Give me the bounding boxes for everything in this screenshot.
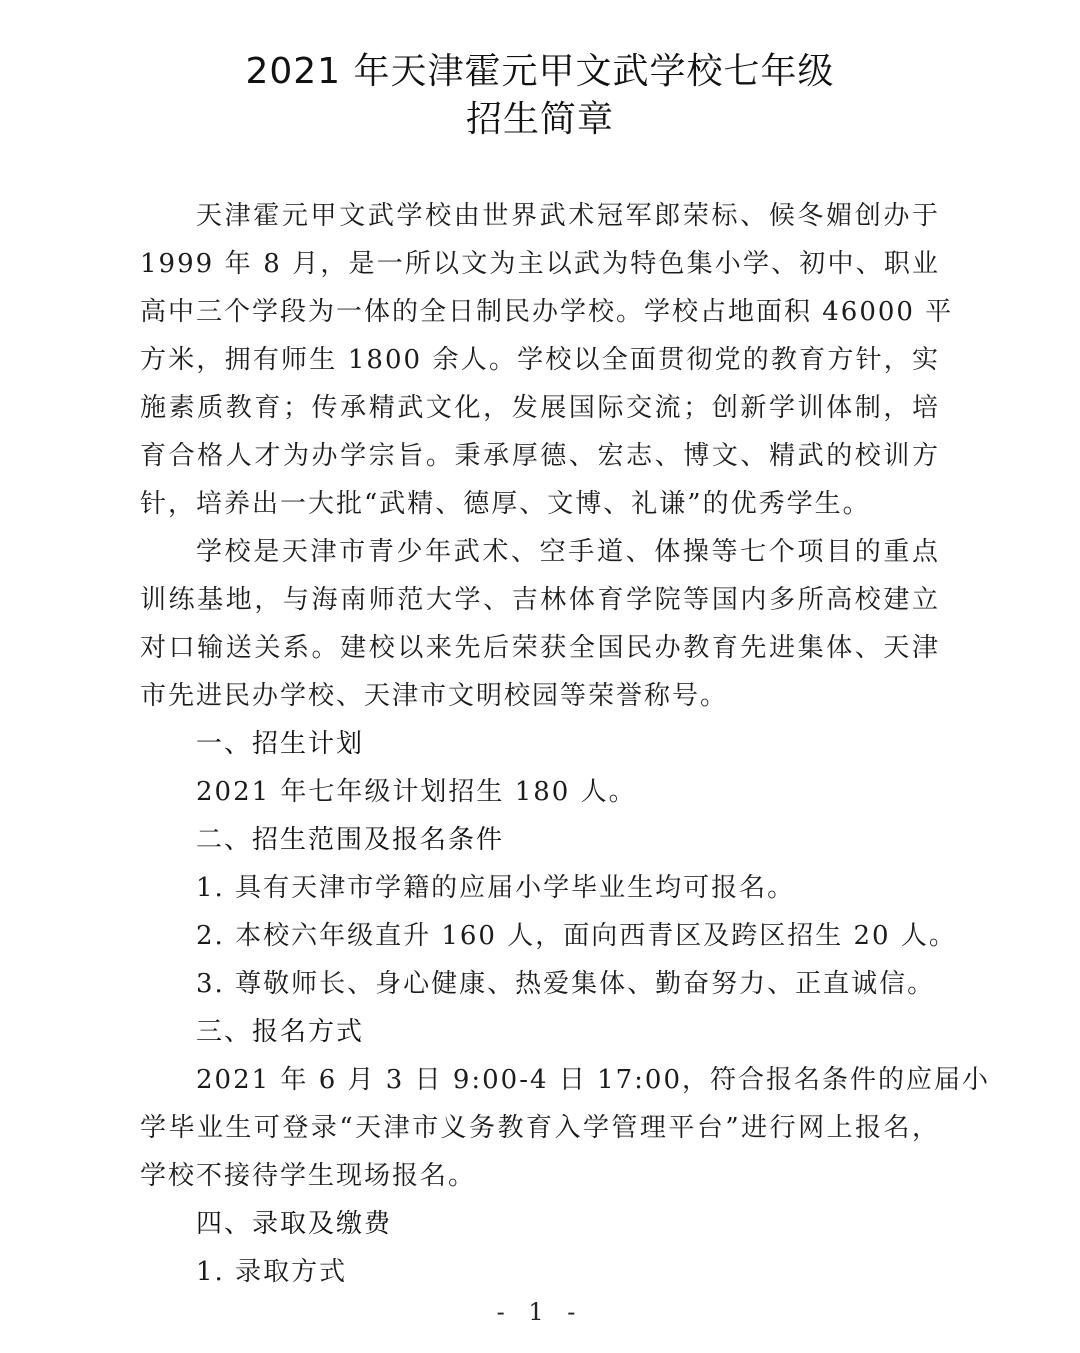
section2-list-item: 3. 尊敬师长、身心健康、热爱集体、勤奋努力、正直诚信。: [196, 969, 936, 999]
section-heading-enrollment-plan: 一、招生计划: [196, 729, 365, 759]
page-number: - 1 -: [496, 1298, 584, 1326]
document-title-line-2: 招生简章: [465, 99, 614, 140]
intro-para2-line: 市先进民办学校、天津市文明校园等荣誉称号。: [140, 681, 729, 711]
intro-para1-line: 方米，拥有师生 1800 余人。学校以全面贯彻党的教育方针，实: [140, 345, 940, 375]
intro-para1-line: 天津霍元甲文武学校由世界武术冠军郎荣标、候冬媚创办于: [196, 201, 940, 231]
intro-para1-line: 高中三个学段为一体的全日制民办学校。学校占地面积 46000 平: [140, 297, 954, 327]
intro-para1-line: 育合格人才为办学宗旨。秉承厚德、宏志、博文、精武的校训方: [140, 441, 940, 471]
section-heading-registration-method: 三、报名方式: [196, 1017, 365, 1047]
section2-list-item: 1. 具有天津市学籍的应届小学毕业生均可报名。: [196, 873, 796, 903]
section3-line: 学毕业生可登录“天津市义务教育入学管理平台”进行网上报名，: [140, 1113, 940, 1143]
intro-para1-line: 1999 年 8 月，是一所以文为主以武为特色集小学、初中、职业: [140, 249, 940, 279]
section2-list-item: 2. 本校六年级直升 160 人，面向西青区及跨区招生 20 人。: [196, 921, 957, 951]
section-heading-scope-conditions: 二、招生范围及报名条件: [196, 825, 505, 855]
section3-line: 学校不接待学生现场报名。: [140, 1161, 477, 1191]
section-heading-admission-fees: 四、录取及缴费: [196, 1209, 393, 1239]
intro-para2-line: 训练基地，与海南师范大学、吉林体育学院等国内多所高校建立: [140, 585, 940, 615]
section4-list-item: 1. 录取方式: [196, 1257, 348, 1287]
section1-line: 2021 年七年级计划招生 180 人。: [196, 777, 637, 807]
intro-para1-line: 施素质教育；传承精武文化，发展国际交流；创新学训体制，培: [140, 393, 940, 423]
section3-line: 2021 年 6 月 3 日 9:00-4 日 17:00，符合报名条件的应届小: [196, 1065, 991, 1095]
intro-para1-line: 针，培养出一大批“武精、德厚、文博、礼谦”的优秀学生。: [140, 489, 871, 519]
intro-para2-line: 学校是天津市青少年武术、空手道、体操等七个项目的重点: [196, 537, 940, 567]
intro-para2-line: 对口输送关系。建校以来先后荣获全国民办教育先进集体、天津: [140, 633, 940, 663]
document-title-line-1: 2021 年天津霍元甲文武学校七年级: [245, 51, 835, 92]
